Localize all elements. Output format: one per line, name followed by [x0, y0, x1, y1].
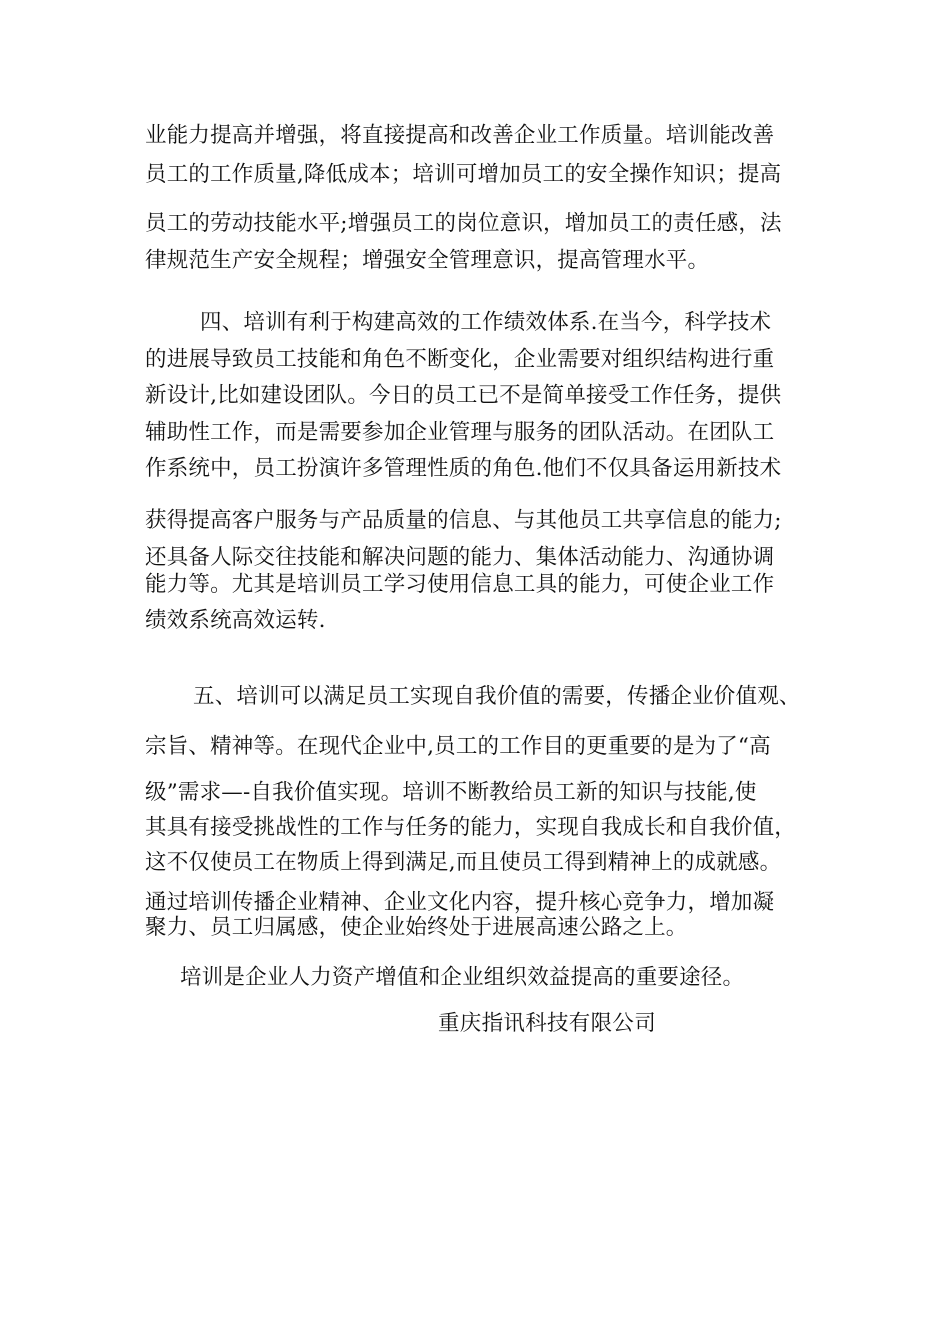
text-line: 辅助性工作，而是需要参加企业管理与服务的团队活动。在团队工 [145, 420, 775, 445]
text-line: 宗旨、精神等。在现代企业中,员工的工作目的更重要的是为了“高 [145, 734, 771, 759]
text-line: 获得提高客户服务与产品质量的信息、与其他员工共享信息的能力; [145, 508, 782, 533]
text-line: 的进展导致员工技能和角色不断变化，企业需要对组织结构进行重 [145, 347, 775, 372]
text-line: 员工的劳动技能水平;增强员工的岗位意识，增加员工的责任感，法 [145, 211, 782, 236]
text-line: 五、培训可以满足员工实现自我价值的需要，传播企业价值观、 [193, 684, 801, 709]
text-line: 四、培训有利于构建高效的工作绩效体系.在当今，科学技术 [200, 310, 772, 335]
conclusion-line: 培训是企业人力资产增值和企业组织效益提高的重要途径。 [180, 965, 745, 990]
text-line: 新设计,比如建设团队。今日的员工已不是简单接受工作任务，提供 [145, 383, 782, 408]
text-line: 能力等。尤其是培训员工学习使用信息工具的能力，可使企业工作 [145, 572, 775, 597]
text-line: 其具有接受挑战性的工作与任务的能力，实现自我成长和自我价值， [145, 815, 797, 840]
text-line: 通过培训传播企业精神、企业文化内容，提升核心竞争力，增加凝 [145, 890, 775, 915]
text-line: 级”需求—-自我价值实现。培训不断教给员工新的知识与技能,使 [145, 780, 757, 805]
text-line: 聚力、员工归属感，使企业始终处于进展高速公路之上。 [145, 915, 688, 940]
text-line: 还具备人际交往技能和解决问题的能力、集体活动能力、沟通协调 [145, 545, 775, 570]
text-line: 绩效系统高效运转. [145, 608, 326, 633]
text-line: 业能力提高并增强，将直接提高和改善企业工作质量。培训能改善 [145, 123, 775, 148]
text-line: 作系统中，员工扮演许多管理性质的角色.他们不仅具备运用新技术 [145, 456, 782, 481]
text-line: 这不仅使员工在物质上得到满足,而且使员工得到精神上的成就感。 [145, 850, 782, 875]
text-line: 律规范生产安全规程；增强安全管理意识，提高管理水平。 [145, 248, 710, 273]
company-signature: 重庆指讯科技有限公司 [438, 1011, 657, 1036]
text-line: 员工的工作质量,降低成本；培训可增加员工的安全操作知识；提高 [145, 162, 782, 187]
